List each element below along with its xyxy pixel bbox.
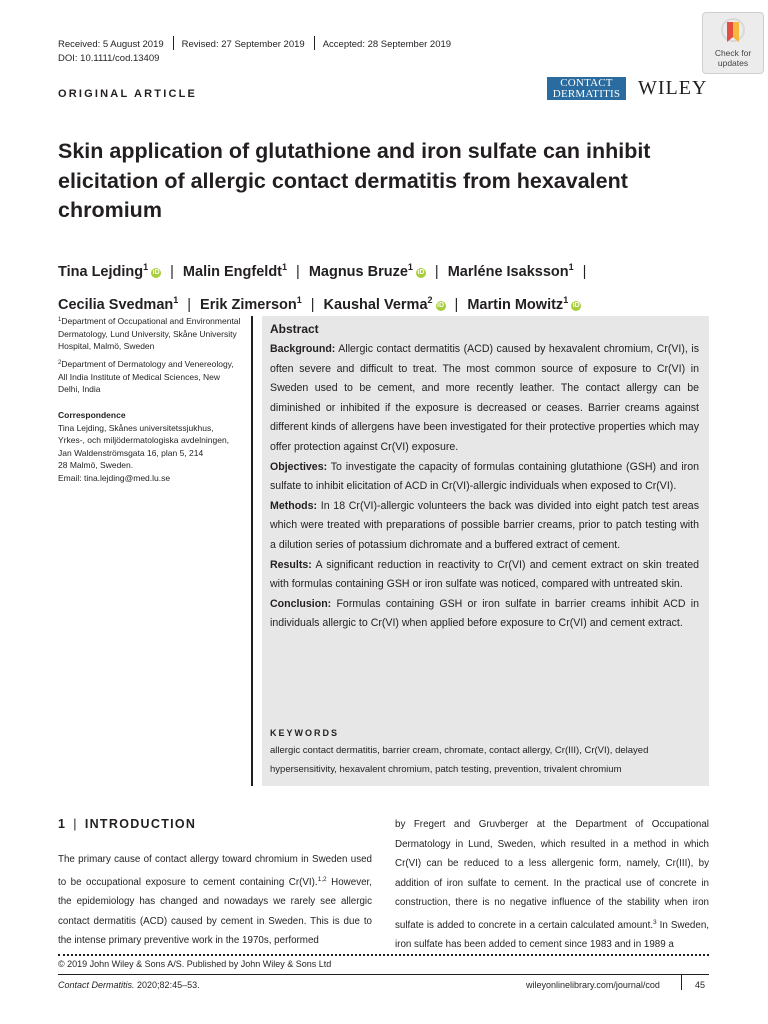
heading-separator: | bbox=[73, 817, 78, 831]
affiliation-marker: 1 bbox=[143, 262, 149, 272]
abstract-heading: Abstract bbox=[270, 322, 319, 336]
affiliation-marker: 1 bbox=[282, 262, 288, 272]
body-text: In Sweden, iron sulfate has been added to cement since 1983 and in 1989 a bbox=[395, 919, 709, 950]
affiliation-number: 2 bbox=[58, 360, 62, 366]
keywords-heading: KEYWORDS bbox=[270, 728, 340, 738]
affiliation-marker: 1 bbox=[568, 262, 574, 272]
affiliation-text: Department of Occupational and Environmental Dermatology, Lund University, Skåne University Hospital, Malmö, Sweden bbox=[58, 316, 241, 351]
correspondence-line: Jan Waldenströmsgata 16, plan 5, 214 bbox=[58, 447, 204, 458]
affiliation-1 bbox=[58, 314, 242, 353]
author-name[interactable]: Martin Mowitz bbox=[467, 297, 564, 313]
section-text: In 18 Cr(VI)-allergic volunteers the back was divided into eight patch test areas which were treated with preparations of possible barrier creams, prior to patch testing with a dilution series of potassium dichromate and a buffered extract of cement. bbox=[270, 499, 699, 551]
section-text: To investigate the capacity of formulas containing glutathione (GSH) and iron sulfate to inhibit elicitation of ACD in Cr(VI)-allergic individuals when exposed to Cr(VI). bbox=[270, 460, 699, 493]
journal-volume: 2020;82:45–53. bbox=[134, 980, 200, 990]
article-title: Skin application of glutathione and iron sulfate can inhibit elicitation of allergic contact dermatitis from hexavalent chromium bbox=[58, 139, 651, 222]
author-separator: | bbox=[434, 264, 439, 280]
doi[interactable]: DOI: 10.1111/cod.13409 bbox=[58, 53, 160, 64]
section-label: Methods: bbox=[270, 499, 318, 512]
abstract-results bbox=[270, 556, 699, 595]
section-heading bbox=[58, 817, 196, 831]
check-updates-line2: updates bbox=[717, 58, 749, 68]
abstract-objectives bbox=[270, 458, 699, 497]
received-date: Received: 5 August 2019 bbox=[58, 39, 164, 50]
author-name[interactable]: Marléne Isaksson bbox=[447, 264, 569, 280]
journal-url[interactable]: wileyonlinelibrary.com/journal/cod bbox=[526, 980, 660, 990]
section-title: INTRODUCTION bbox=[84, 817, 197, 831]
revised-date: Revised: 27 September 2019 bbox=[181, 39, 305, 50]
section-label: Objectives: bbox=[270, 460, 328, 473]
keywords-list: allergic contact dermatitis, barrier cream, chromate, contact allergy, Cr(III), Cr(VI), delayed hypersensitivity, hexavalent chromium, patch testing, prevention, trivalent chromium bbox=[270, 745, 649, 775]
abstract-body bbox=[270, 340, 699, 634]
article-type: ORIGINAL ARTICLE bbox=[58, 88, 198, 100]
orcid-icon[interactable]: iD bbox=[572, 302, 580, 309]
citation-ref[interactable]: 1,2 bbox=[317, 875, 327, 883]
body-text: However, the epidemiology has changed and nowadays we rarely see allergic contact dermatitis (ACD) caused by cement in Sweden. This is due to the intense primary preventive work in the 1970s, performed bbox=[58, 876, 372, 946]
author-name[interactable]: Cecilia Svedman bbox=[58, 297, 174, 313]
section-text: Allergic contact dermatitis (ACD) caused by hexavalent chromium, Cr(VI), is often severe and difficult to treat. The most common source of exposure to Cr(VI) in Sweden used to be cement, and more recently leather. The contact allergy can be diminished or inhibited if the exposure is decreased or ceases. Barrier creams against different kinds of allergens have been investigated for their protective properties which may offer protection against Cr(VI) exposure. bbox=[270, 343, 699, 453]
journal-citation bbox=[58, 980, 200, 990]
page-number: 45 bbox=[695, 980, 706, 990]
affiliation-text: Department of Dermatology and Venereology, All India Institute of Medical Sciences, New Delhi, India bbox=[58, 359, 234, 394]
bookmark-icon bbox=[720, 18, 746, 48]
author-name[interactable]: Tina Lejding bbox=[58, 264, 144, 280]
section-label: Conclusion: bbox=[270, 597, 332, 610]
footer-dotted-rule bbox=[58, 954, 709, 956]
author-separator: | bbox=[310, 297, 315, 313]
author-name[interactable]: Magnus Bruze bbox=[308, 264, 408, 280]
section-label: Results: bbox=[270, 558, 312, 571]
correspondence-line: Tina Lejding, Skånes universitetssjukhus, bbox=[58, 422, 214, 433]
affiliation-marker: 1 bbox=[407, 262, 413, 272]
correspondence-line: Yrkes-, och miljödermatologiska avdelningen, bbox=[58, 435, 230, 445]
affiliation-marker: 1 bbox=[296, 295, 302, 305]
section-text: Formulas containing GSH or iron sulfate in barrier creams inhibit ACD in individuals allergic to Cr(VI) when applied before exposure to Cr(VI) and cement extract. bbox=[270, 597, 699, 630]
correspondence-label: Correspondence bbox=[58, 410, 126, 420]
author-separator: | bbox=[170, 264, 174, 280]
affiliation-marker: 1 bbox=[563, 295, 569, 305]
correspondence-email[interactable]: Email: tina.lejding@med.lu.se bbox=[58, 472, 171, 483]
journal-logo[interactable] bbox=[547, 77, 626, 100]
body-text: by Fregert and Gruvberger at the Department of Occupational Dermatology in Lund, Sweden, which resulted in a method in which Cr(VI) can be reduced to a less allergenic form, namely, Cr(III), by addition of iron sulfate to cement. In the practical use of concrete in construction, there is no negative influence of the stability when iron sulfate is added to concrete in a certain calculated amount. bbox=[395, 819, 709, 931]
affiliation-marker: 1 bbox=[173, 295, 179, 305]
author-separator: | bbox=[582, 264, 587, 280]
accepted-date: Accepted: 28 September 2019 bbox=[322, 39, 452, 50]
intro-column-right bbox=[395, 815, 709, 955]
journal-name: Contact Dermatitis. bbox=[58, 980, 135, 990]
author-name[interactable]: Erik Zimerson bbox=[200, 297, 297, 313]
orcid-icon[interactable]: iD bbox=[437, 302, 445, 309]
check-for-updates-button[interactable] bbox=[702, 12, 764, 74]
correspondence bbox=[58, 409, 242, 484]
affiliation-number: 1 bbox=[58, 317, 62, 323]
author-name[interactable]: Malin Engfeldt bbox=[182, 264, 283, 280]
author-list bbox=[58, 253, 718, 319]
orcid-icon[interactable]: iD bbox=[417, 269, 425, 276]
affiliation-marker: 2 bbox=[427, 295, 433, 305]
abstract-methods bbox=[270, 497, 699, 556]
column-rule bbox=[251, 316, 253, 786]
correspondence-line: 28 Malmö, Sweden. bbox=[58, 460, 134, 470]
author-separator: | bbox=[187, 297, 192, 313]
divider bbox=[173, 36, 174, 50]
affiliation-2 bbox=[58, 357, 242, 396]
check-updates-line1: Check for bbox=[714, 48, 752, 58]
intro-column-left bbox=[58, 850, 372, 951]
divider bbox=[314, 36, 315, 50]
abstract-background bbox=[270, 340, 699, 458]
body-text: The primary cause of contact allergy toward chromium in Sweden used to be occupational exposure to cement containing Cr(VI). bbox=[58, 854, 372, 888]
author-name[interactable]: Kaushal Verma bbox=[323, 297, 428, 313]
footer-rule bbox=[58, 974, 709, 975]
article-dates bbox=[58, 36, 451, 50]
section-number: 1 bbox=[58, 817, 67, 831]
author-separator: | bbox=[454, 297, 459, 313]
journal-logo-line1: CONTACT bbox=[560, 77, 613, 89]
section-label: Background: bbox=[270, 343, 336, 355]
orcid-icon[interactable]: iD bbox=[152, 269, 160, 276]
page-divider bbox=[681, 975, 682, 990]
copyright-notice: © 2019 John Wiley & Sons A/S. Published by John Wiley & Sons Ltd bbox=[58, 959, 332, 969]
journal-logo-line2: DERMATITIS bbox=[552, 87, 621, 100]
citation-ref[interactable]: 3 bbox=[653, 918, 657, 926]
publisher-logo[interactable]: WILEY bbox=[638, 77, 708, 99]
abstract-conclusion bbox=[270, 595, 699, 634]
author-separator: | bbox=[296, 264, 300, 280]
section-text: A significant reduction in reactivity to Cr(VI) and cement extract on skin treated with formulas containing GSH or iron sulfate was noticed, compared with untreated skin. bbox=[270, 558, 699, 591]
